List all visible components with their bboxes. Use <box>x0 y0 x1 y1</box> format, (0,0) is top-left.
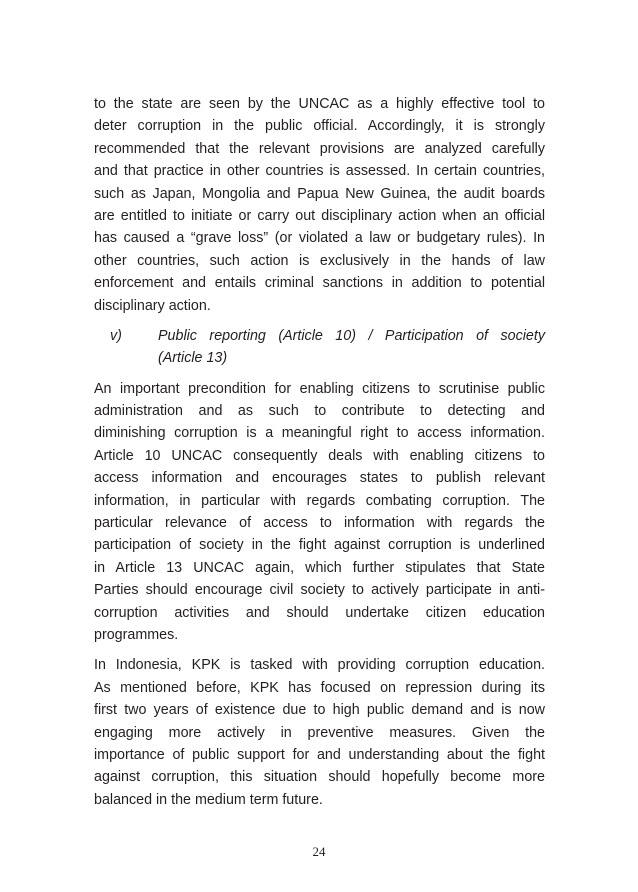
text-line: diminishing corruption is a meaningful right to access information. <box>94 425 545 442</box>
text-line: has caused a “grave loss” (or violated a law or budgetary rules). In <box>94 230 545 247</box>
section-subheading <box>94 325 545 370</box>
subheading-line: Public reporting (Article 10) / Participation of society <box>158 327 545 344</box>
text-line: information, in particular with regards combating corruption. The <box>94 492 545 509</box>
text-line: administration and as such to contribute to detecting and <box>94 403 545 420</box>
text-line: such as Japan, Mongolia and Papua New Guinea, the audit boards <box>94 185 545 202</box>
paragraph-2 <box>94 378 545 647</box>
paragraph-1 <box>94 93 545 317</box>
text-line: participation of society in the fight against corruption is underlined <box>94 537 545 554</box>
text-line: in Article 13 UNCAC again, which further stipulates that State <box>94 559 545 576</box>
text-line: enforcement and entails criminal sanctions in addition to potential <box>94 275 545 292</box>
text-line: An important precondition for enabling citizens to scrutinise public <box>94 380 545 397</box>
text-line: to the state are seen by the UNCAC as a highly effective tool to <box>94 96 545 112</box>
text-line: Parties should encourage civil society to actively participate in anti- <box>94 582 545 599</box>
text-line: balanced in the medium term future. <box>94 791 323 808</box>
text-line: As mentioned before, KPK has focused on repression during its <box>94 679 545 696</box>
text-line: corruption activities and should undertake citizen education <box>94 604 545 621</box>
text-line: recommended that the relevant provisions are analyzed carefully <box>94 140 545 157</box>
text-line: access information and encourages states to publish relevant <box>94 470 545 487</box>
text-line: first two years of existence due to high public demand and is now <box>94 702 545 719</box>
text-line: particular relevance of access to information with regards the <box>94 515 545 532</box>
page-number: 24 <box>312 844 326 859</box>
text-line: are entitled to initiate or carry out disciplinary action when an official <box>94 207 545 224</box>
text-line: and that practice in other countries is assessed. In certain countries, <box>94 163 545 180</box>
text-line: disciplinary action. <box>94 297 211 314</box>
subheading-line: (Article 13) <box>158 350 228 367</box>
text-line: against corruption, this situation should hopefully become more <box>94 769 545 786</box>
paragraph-3 <box>94 654 545 811</box>
page-body <box>94 93 545 811</box>
text-line: other countries, such action is exclusively in the hands of law <box>94 252 545 269</box>
text-line: programmes. <box>94 626 179 643</box>
subheading-number: v) <box>110 327 122 344</box>
text-line: In Indonesia, KPK is tasked with providing corruption education. <box>94 657 545 674</box>
text-line: deter corruption in the public official. Accordingly, it is strongly <box>94 118 545 135</box>
text-line: engaging more actively in preventive measures. Given the <box>94 724 545 741</box>
text-line: importance of public support for and understanding about the fight <box>94 746 545 763</box>
text-line: Article 10 UNCAC consequently deals with enabling citizens to <box>94 447 545 464</box>
